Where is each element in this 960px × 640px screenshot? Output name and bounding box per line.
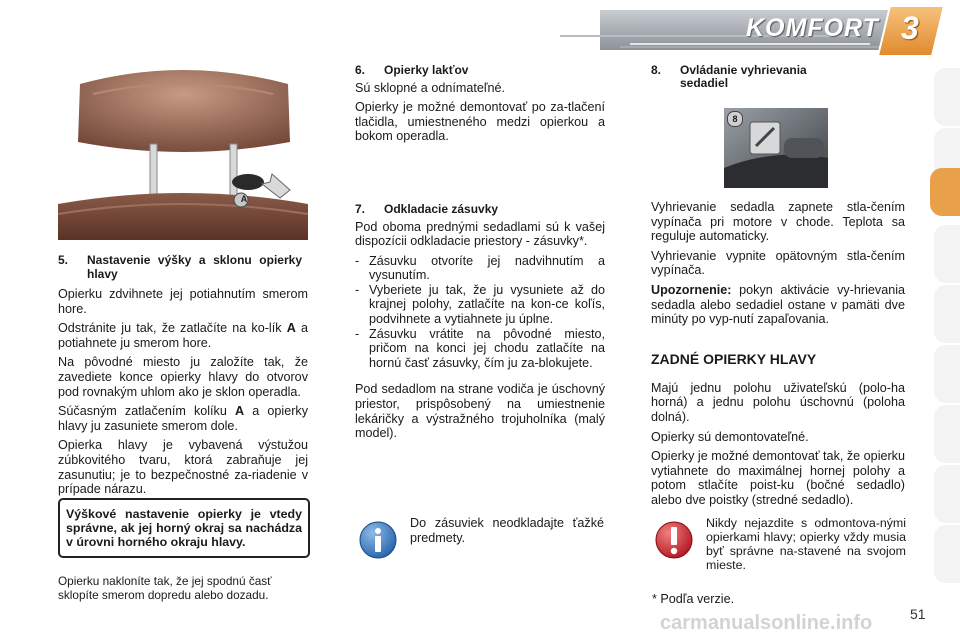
page-title: KOMFORT [746, 14, 879, 42]
paragraph: Súčasným zatlačením kolíku A a opierky hlavy ju zasuniete smerom dole. [58, 404, 309, 433]
paragraph: Odstránite ju tak, že zatlačíte na ko-lík A a potiahnete ju smerom hore. [58, 321, 308, 350]
list-item: - Zásuvku otvoríte jej nadvihnutím a vysunutím. [355, 254, 605, 283]
info-text: Do zásuviek neodkladajte ťažké predmety. [410, 516, 604, 545]
paragraph: Opierky sú demontovateľné. [651, 429, 809, 444]
section-7-heading: 7. Odkladacie zásuvky [355, 202, 499, 216]
paragraph: Vyhrievanie vypnite opätovným stla-čením vypínača. [651, 248, 905, 278]
section-heading-rear-headrests: ZADNÉ OPIERKY HLAVY [651, 350, 817, 367]
paragraph: Vyhrievanie sedadla zapnete stla-čením vypínača pri motore v chode. Teplota sa reguluje automaticky. [651, 200, 905, 244]
headrest-photo [58, 64, 308, 240]
column-1 [58, 254, 308, 502]
chapter-tab[interactable] [934, 345, 960, 403]
info-icon [358, 520, 398, 560]
warning-icon [654, 520, 694, 560]
drawer-steps-list [355, 254, 605, 371]
headrest-image [58, 64, 308, 240]
important-text: Výškové nastavenie opierky je vtedy správne, ak jej horný okraj sa nachádza v úrovni horného okraju hlavy. [66, 507, 302, 549]
paragraph: Opierka hlavy je vybavená výstužou zúbkovitého tvaru, ktorá zabraňuje jej zasunutiu; je to bezpečnostné za-riadenie v prípade nárazu. [58, 438, 308, 497]
section-6-heading: 6. Opierky lakťov [355, 63, 469, 77]
paragraph: Pod sedadlom na strane vodiča je úschovný priestor, prispôsobený na umiestnenie lekáričky a výstražného trojuholníka (malý model). [355, 382, 605, 441]
section-8-heading: 8. Ovládanie vyhrievania sedadiel [651, 63, 807, 90]
chapter-tab[interactable] [934, 285, 960, 343]
paragraph: Sú sklopné a odnímateľné. [355, 80, 505, 95]
chapter-tab[interactable] [934, 225, 960, 283]
chapter-tab[interactable] [934, 465, 960, 523]
important-box [58, 498, 310, 558]
column-3 [651, 200, 905, 513]
warning-text: Nikdy nejazdite s odmontova-nými opierkami hlavy; opierky vždy musia byť správne na-stavené na svojom mieste. [706, 516, 906, 572]
image-label-a: A [240, 194, 248, 204]
paragraph: Majú jednu polohu uživateľskú (polo-ha horná) a jednu polohu úschovnú (poloha dolná). [651, 380, 905, 424]
paragraph: Opierku zdvihnete jej potiahnutím smerom hore. [58, 287, 308, 316]
paragraph: Opierky je možné demontovať po za-tlačení tlačidla, umiestneného medzi opierkou a bokom operadla. [355, 100, 605, 144]
page-number: 51 [910, 606, 926, 622]
column-2-top [355, 64, 605, 149]
section-5-heading: 5. Nastavenie výšky a sklonu opierky hlavy [58, 253, 302, 281]
chapter-tab-active[interactable] [930, 168, 960, 216]
chapter-tab[interactable] [934, 68, 960, 126]
chapter-tab[interactable] [934, 405, 960, 463]
list-item: - Vyberiete ju tak, že ju vysuniete až do krajnej polohy, zatlačíte na kon-ce koľís, podvihnete a vytiahnete ju úplne. [355, 283, 605, 327]
watermark: carmanualsonline.info [660, 612, 873, 634]
chapter-tab[interactable] [934, 525, 960, 583]
paragraph: Opierky je možné demontovať tak, že opierku vytiahnete do maximálnej hornej polohy a potom stlačíte poist-ku (bočné sedadlo) alebo dve poistky (stredné sedadlo). [651, 449, 905, 507]
image-badge-8: 8 [727, 111, 743, 127]
column-2-bottom [355, 203, 605, 446]
warning-note [652, 514, 908, 574]
paragraph: Na pôvodné miesto ju založíte tak, že zavediete konce opierky hlavy do otvorov pod rovnakým uhlom ako je sklon operadla. [58, 355, 308, 399]
paragraph: Upozornenie: pokyn aktivácie vy-hrievania sedadla alebo sedadiel ostane v pamäti dve minúty po vyp-nutí zapaľovania. [651, 282, 906, 327]
info-note [358, 514, 608, 564]
paragraph: Pod oboma prednými sedadlami sú k vašej dispozícii odkladacie priestory - zásuvky*. [355, 219, 605, 249]
chapter-number: 3 [901, 10, 919, 46]
note-text: Opierku nakloníte tak, že jej spodnú časť sklopíte smerom dopredu alebo dozadu. [58, 574, 272, 602]
list-item: - Zásuvku vrátite na pôvodné miesto, pričom na konci jej chodu zatlačíte na hornú časť zásuvky, čím ju za-blokujete. [355, 327, 605, 371]
footnote: * Podľa verzie. [652, 592, 735, 606]
